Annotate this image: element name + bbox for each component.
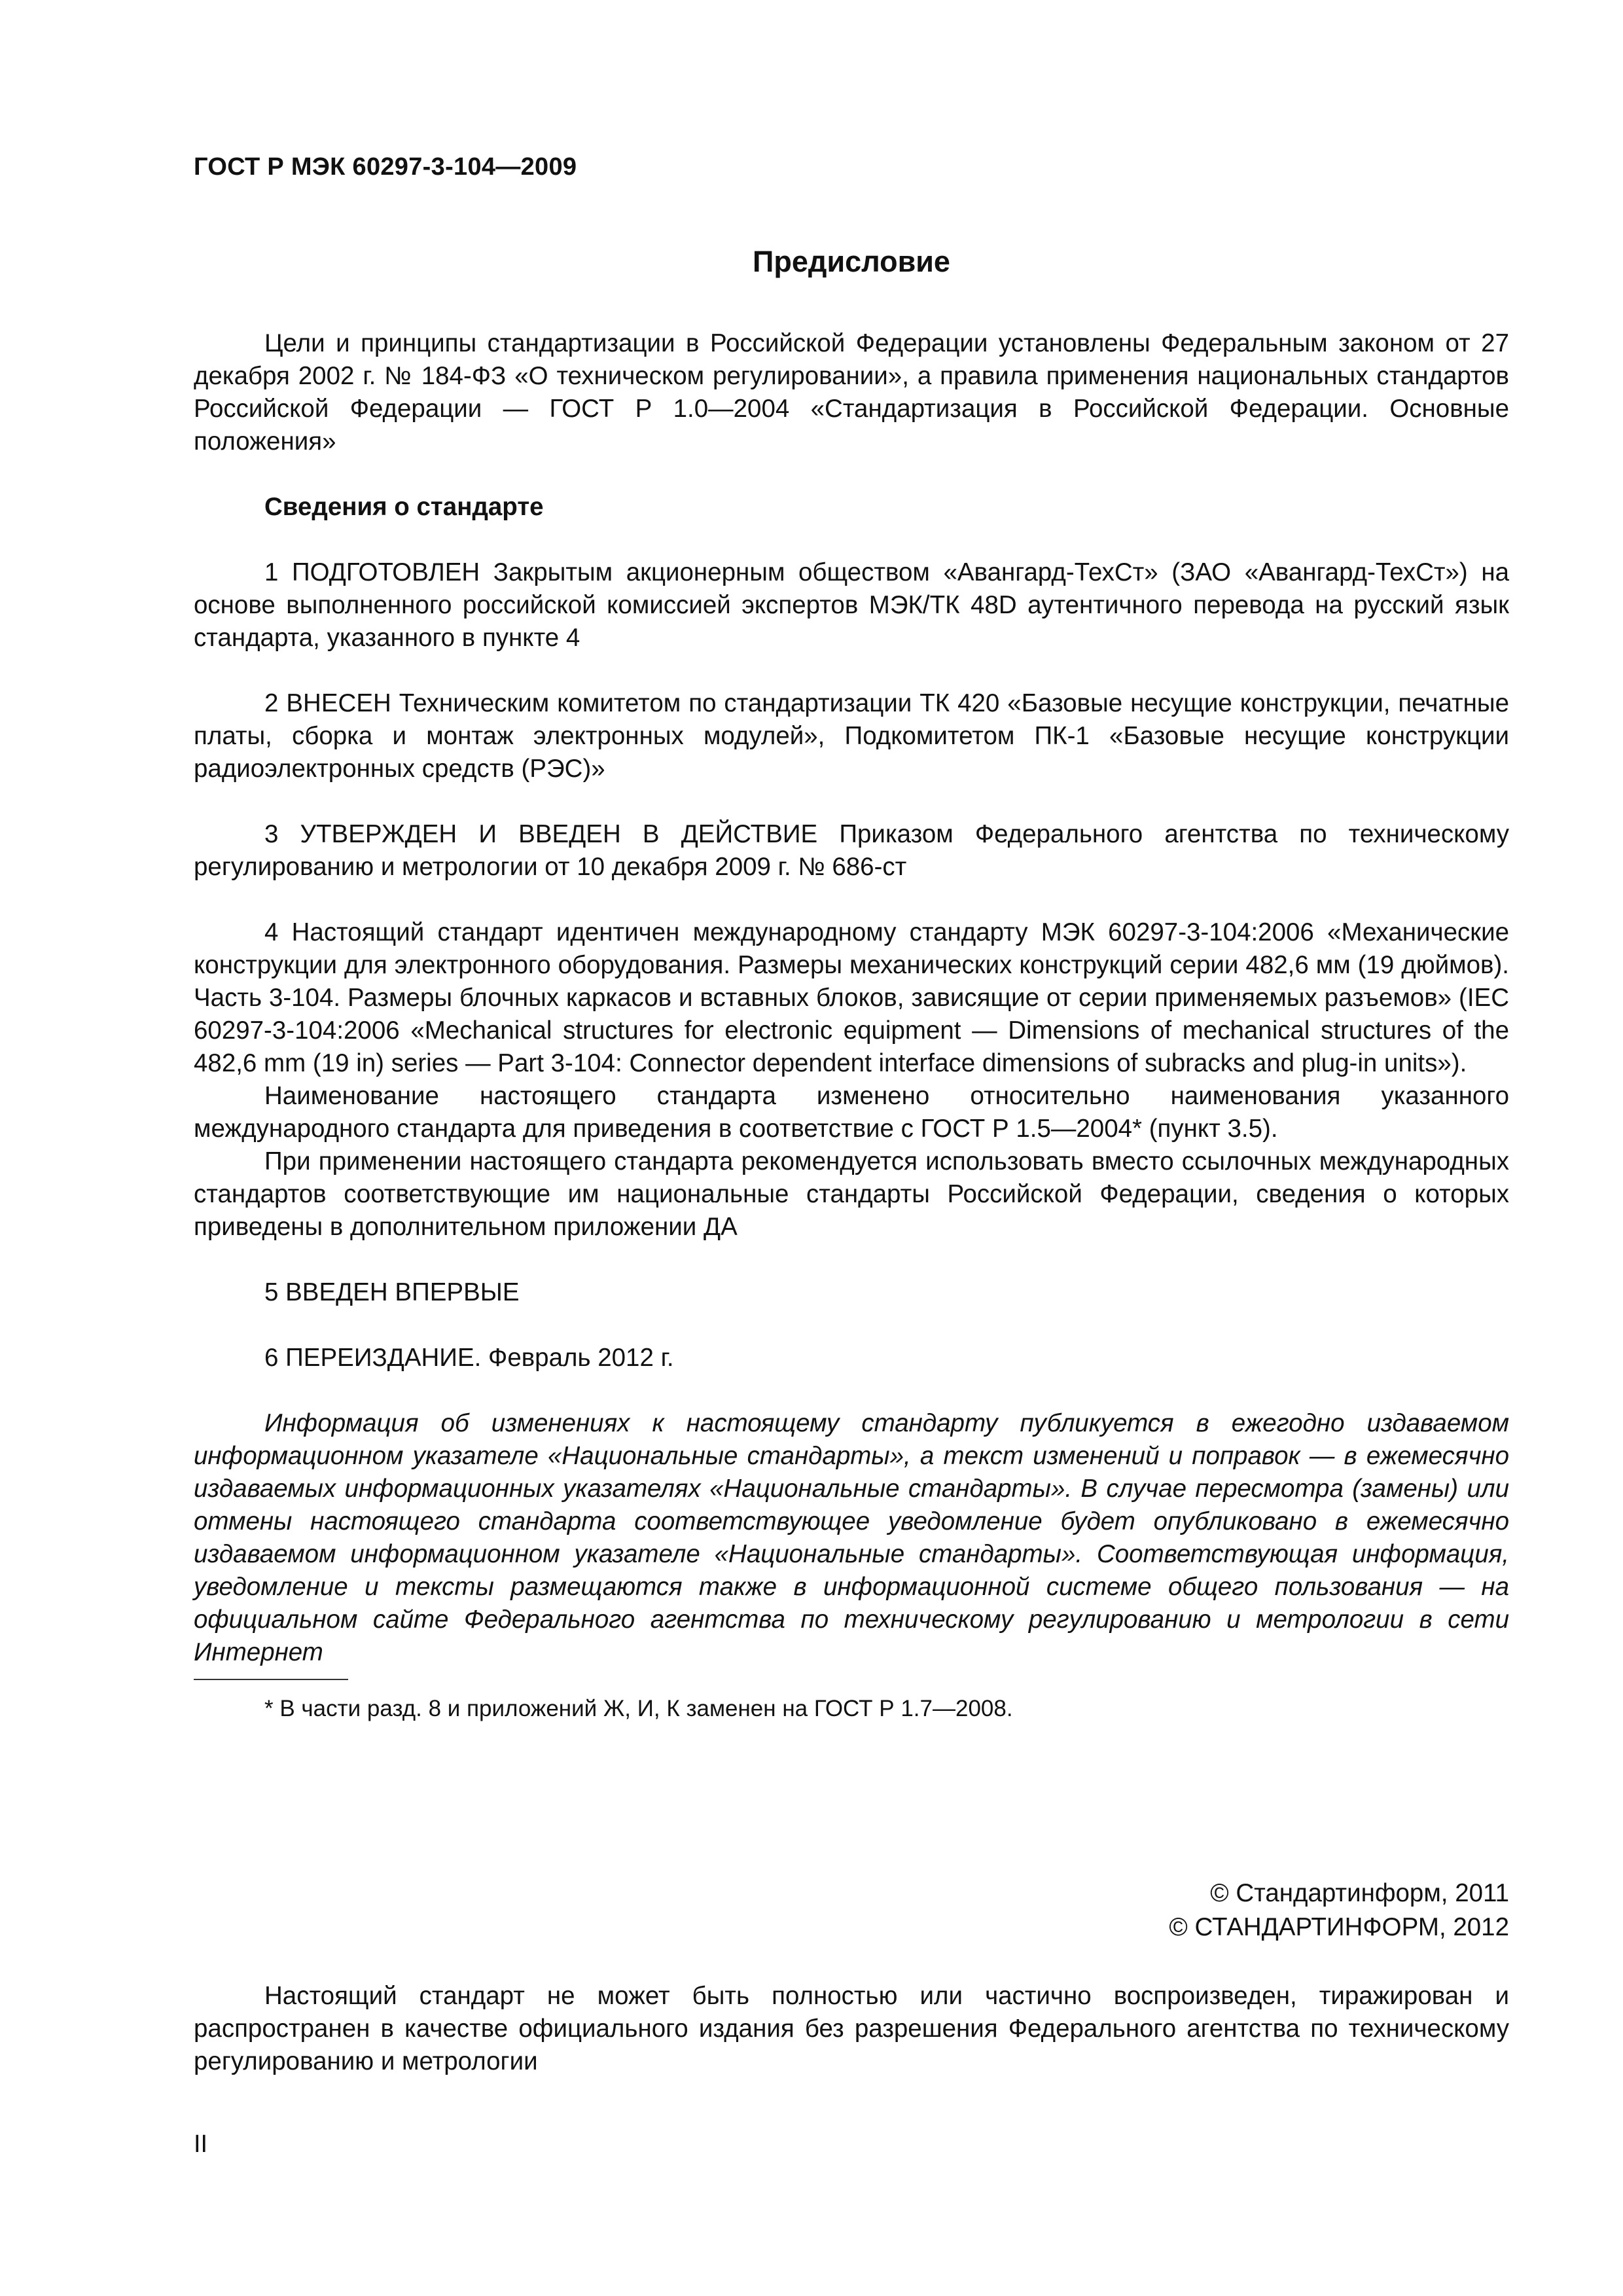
item-6-reissue: 6 ПЕРЕИЗДАНИЕ. Февраль 2012 г.: [264, 1344, 674, 1372]
item-4-identity: 4 Настоящий стандарт идентичен международному стандарту МЭК 60297-3-104:2006 «Механические конструкции для электронного оборудования. Размеры механических конструкций серии 482,6 мм (19 дюймов). Часть 3-104. Размеры блочных каркасов и вставных блоков, зависящие от серии применяемых разъемов» (IEC 60297-3-104:2006 «Mechanical structures for electronic equipment — Dimensions of mechanical structures of the 482,6 mm (19 in) series — Part 3-104: Connector dependent interface dimensions of subracks and plug-in units»).: [194, 918, 1509, 1077]
standard-code-header: ГОСТ Р МЭК 60297-3-104—2009: [194, 153, 577, 181]
reproduction-notice: Настоящий стандарт не может быть полностью или частично воспроизведен, тиражирован и распространен в качестве официального издания без разрешения Федерального агентства по техническому регулированию и метрологии: [194, 1982, 1509, 2075]
intro-paragraph: Цели и принципы стандартизации в Российской Федерации установлены Федеральным законом от 27 декабря 2002 г. № 184-ФЗ «О техническом регулировании», а правила применения национальных стандартов Российской Федерации — ГОСТ Р 1.0—2004 «Стандартизация в Российской Федерации. Основные положения»: [194, 329, 1509, 456]
page-title: Предисловие: [753, 245, 950, 278]
page-number: II: [194, 2130, 208, 2158]
footnote-divider: [194, 1679, 348, 1680]
copyright-block: [1169, 1876, 1509, 1945]
item-4-name-change: Наименование настоящего стандарта изменено относительно наименования указанного международного стандарта для приведения в соответствие с ГОСТ Р 1.5—2004* (пункт 3.5).: [194, 1082, 1509, 1143]
item-5-first-introduced: 5 ВВЕДЕН ВПЕРВЫЕ: [264, 1278, 520, 1306]
info-heading: Сведения о стандарте: [264, 493, 544, 521]
item-4-reference-note: При применении настоящего стандарта рекомендуется использовать вместо ссылочных международных стандартов соответствующие им национальные стандарты Российской Федерации, сведения о которых приведены в дополнительном приложении ДА: [194, 1147, 1509, 1241]
item-1-prepared: 1 ПОДГОТОВЛЕН Закрытым акционерным обществом «Авангард-ТехСт» (ЗАО «Авангард-ТехСт») на основе выполненного российской комиссией экспертов МЭК/ТК 48D аутентичного перевода на русский язык стандарта, указанного в пункте 4: [194, 558, 1509, 652]
item-2-introduced: 2 ВНЕСЕН Техническим комитетом по стандартизации ТК 420 «Базовые несущие конструкции, печатные платы, сборка и монтаж электронных модулей», Подкомитетом ПК-1 «Базовые несущие конструкции радиоэлектронных средств (РЭС)»: [194, 689, 1509, 783]
item-3-approved: 3 УТВЕРЖДЕН И ВВЕДЕН В ДЕЙСТВИЕ Приказом Федерального агентства по техническому регулированию и метрологии от 10 декабря 2009 г. № 686-ст: [194, 820, 1509, 881]
copyright-line: © Стандартинформ, 2011: [1210, 1879, 1509, 1907]
changes-information: Информация об изменениях к настоящему стандарту публикуется в ежегодно издаваемом информационном указателе «Национальные стандарты», а текст изменений и поправок — в ежемесячно издаваемых информационных указателях «Национальные стандарты». В случае пересмотра (замены) или отмены настоящего стандарта соответствующее уведомление будет опубликовано в ежемесячно издаваемом информационном указателе «Национальные стандарты». Соответствующая информация, уведомление и тексты размещаются также в информационной системе общего пользования — на официальном сайте Федерального агентства по техническому регулированию и метрологии в сети Интернет: [194, 1409, 1509, 1666]
copyright-line: © СТАНДАРТИНФОРМ, 2012: [1169, 1913, 1509, 1941]
footnote: * В части разд. 8 и приложений Ж, И, К заменен на ГОСТ Р 1.7—2008.: [264, 1696, 1013, 1721]
main-content: [194, 151, 1509, 1669]
